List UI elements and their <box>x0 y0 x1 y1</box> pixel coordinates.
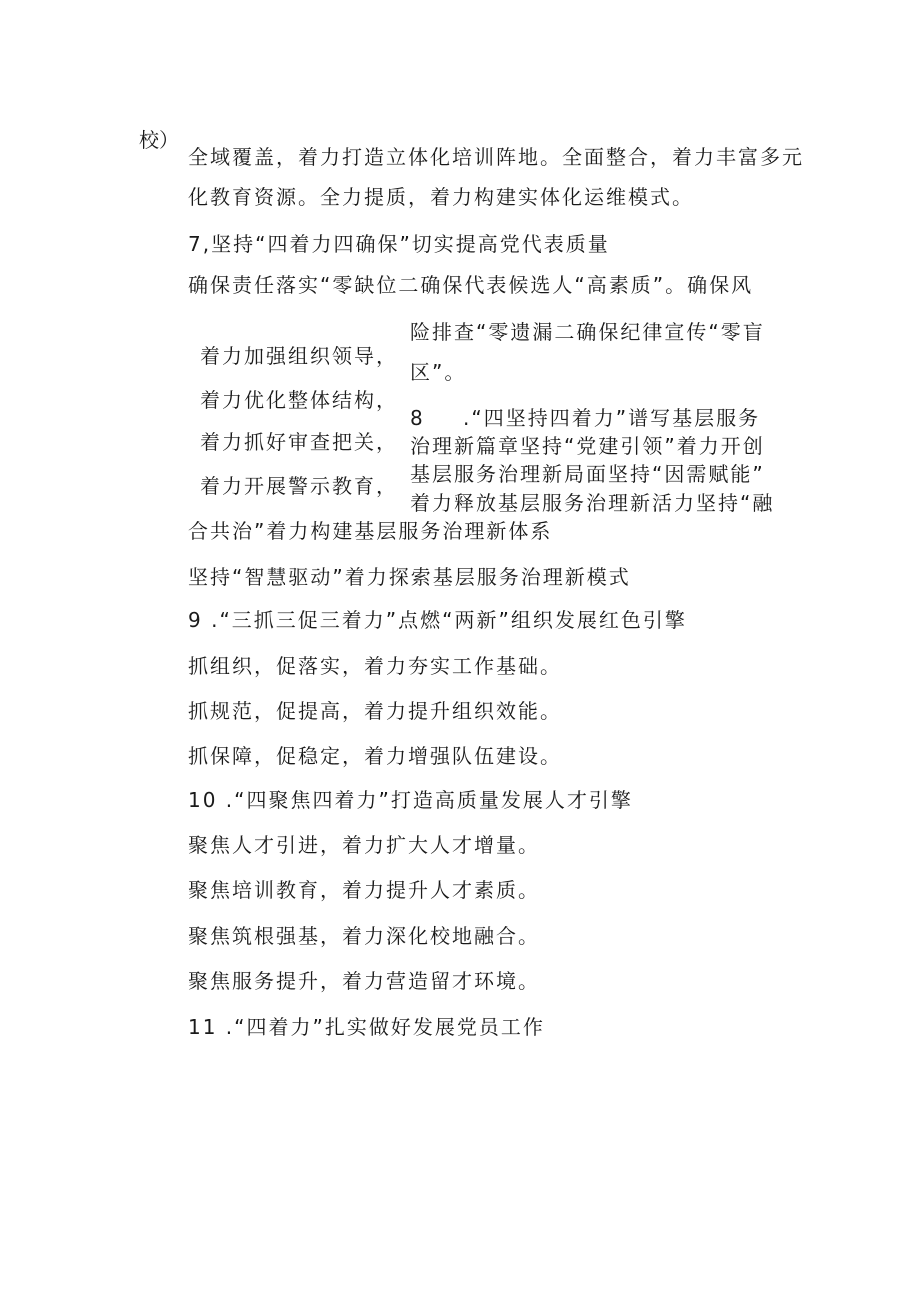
list-item: 聚焦培训教育，着力提升人才素质。 <box>188 878 540 902</box>
list-item: 聚焦服务提升，着力营造留才环境。 <box>188 969 540 993</box>
section-heading: 11 .“四着力”扎实做好发展党员工作 <box>188 1015 545 1039</box>
fragment-text: 校） <box>139 128 179 152</box>
paragraph-line: 基层服务治理新局面坚持“因需赋能” <box>410 462 765 486</box>
section-heading: 9 .“三抓三促三着力”点燃“两新”组织发展红色引擎 <box>188 608 687 632</box>
paragraph-line: 着力释放基层服务治理新活力坚持“融 <box>410 491 775 515</box>
paragraph-line: 全域覆盖，着力打造立体化培训阵地。全面整合，着力丰富多元 <box>188 145 804 169</box>
list-item: 着力开展警示教育， <box>200 474 398 498</box>
list-item: 抓规范，促提高，着力提升组织效能。 <box>188 699 562 723</box>
paragraph-line: 合共治”着力构建基层服务治理新体系 <box>188 519 553 543</box>
paragraph-line: 险排查“零遗漏二确保纪律宣传“零盲 <box>410 320 765 344</box>
section-number: 8 <box>410 406 425 430</box>
section-heading: .“四坚持四着力”谱写基层服务 <box>463 406 761 430</box>
section-heading: 10 .“四聚焦四着力”打造高质量发展人才引擎 <box>188 788 633 812</box>
paragraph-line: 坚持“智慧驱动”着力探索基层服务治理新模式 <box>188 565 631 589</box>
list-item: 抓保障，促稳定，着力增强队伍建设。 <box>188 744 562 768</box>
paragraph-line: 化教育资源。全力提质，着力构建实体化运维模式。 <box>188 185 694 209</box>
list-item: 着力抓好审查把关， <box>200 430 398 454</box>
list-item: 抓组织，促落实，着力夯实工作基础。 <box>188 654 562 678</box>
section-heading: 7,坚持“四着力四确保”切实提高党代表质量 <box>188 232 610 256</box>
list-item: 聚焦筑根强基，着力深化校地融合。 <box>188 924 540 948</box>
paragraph-line: 区”。 <box>410 360 467 384</box>
list-item: 着力加强组织领导， <box>200 344 398 368</box>
list-item: 聚焦人才引进，着力扩大人才增量。 <box>188 833 540 857</box>
paragraph-line: 确保责任落实“零缺位二确保代表候选人“高素质”。确保风 <box>188 273 754 297</box>
paragraph-line: 治理新篇章坚持“党建引领”着力开创 <box>410 434 765 458</box>
list-item: 着力优化整体结构， <box>200 388 398 412</box>
